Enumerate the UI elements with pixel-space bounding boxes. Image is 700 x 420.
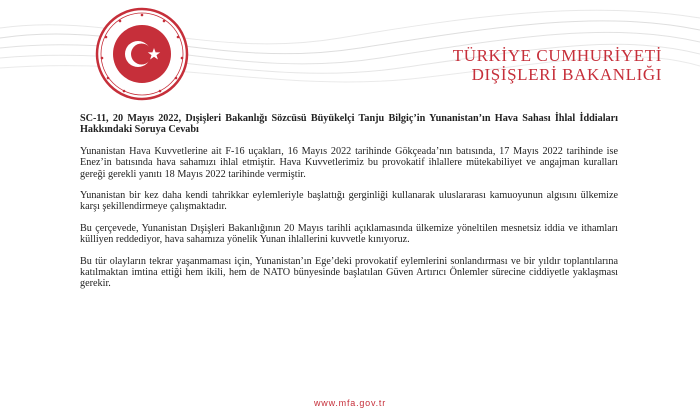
ministry-name — [453, 46, 662, 84]
body-paragraph-1: Yunanistan Hava Kuvvetlerine ait F-16 uçakları, 16 Mayıs 2022 tarihinde Gökçeada’nın batısında, 17 Mayıs 2022 tarihinde ise Enez’in batısında hava sahamızı ihlal etmiştir. Hava Kuvvetlerimiz bu provokatif ihlallere mütekabiliyet ve angajman kuralları gereği gerekli yanıtı 18 Mayıs 2022 tarihinde vermiştir. — [80, 145, 618, 180]
press-release-body — [80, 113, 618, 300]
ministry-name-line1: TÜRKİYE CUMHURİYETİ — [452, 46, 662, 65]
ministry-seal-logo — [94, 6, 190, 102]
body-paragraph-3: Bu çerçevede, Yunanistan Dışişleri Bakanlığının 20 Mayıs tarihli açıklamasında ülkemize yöneltilen mesnetsiz iddia ve ithamları külliyen reddediyor, hava sahamıza yönelik Yunan ihlallerini kuvvetle kınıyoruz. — [80, 222, 618, 246]
body-paragraph-4: Bu tür olayların tekrar yaşanmaması için, Yunanistan’ın Ege’deki provokatif eylemlerini sonlandırması ve bir yıldır toplantılarına katılmaktan imtina ettiği hem ikili, hem de NATO bünyesinde başlatılan Güven Artırıcı Önlemler sürecine ciddiyetle yaklaşması gerekir. — [80, 255, 618, 290]
ministry-name-line2: DIŞİŞLERİ BAKANLIĞI — [471, 65, 662, 84]
body-paragraph-2: Yunanistan bir kez daha kendi tahrikkar eylemleriyle başlattığı gerginliği kullanarak uluslararası kamuoyunun algısını ülkemize karşı şekillendirmeye çalışmaktadır. — [80, 190, 618, 213]
press-release-title: SC-11, 20 Mayıs 2022, Dışişleri Bakanlığı Sözcüsü Büyükelçi Tanju Bilgiç’in Yunanistan’ın Hava Sahası İhlal İddiaları Hakkındaki Soruya Cevabı — [80, 113, 618, 136]
footer-website-link[interactable]: www.mfa.gov.tr — [313, 398, 387, 408]
